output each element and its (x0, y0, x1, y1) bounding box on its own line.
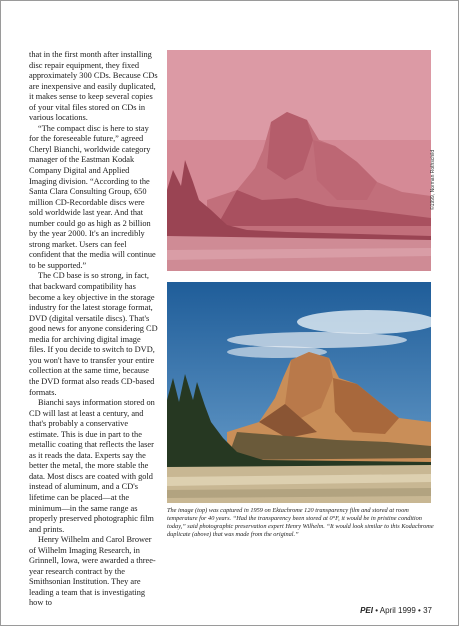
paragraph-3: The CD base is so strong, in fact, that backward compatibility has become a key objective in the storage industry for the latest storage format, DVD (digital versatile discs). That's good news for anyone considering CD media for archiving digital image files. If you decide to switch to DVD, you won't have to transfer your entire collection at the same time, because the DVD format also reads CD-based formats. (29, 271, 158, 397)
magazine-name: PEI (360, 606, 373, 615)
paragraph-4: Bianchi says information stored on CD will last at least a century, and that's probably a conservative estimate. This is due in part to the metallic coating that reflects the laser as it reads the data. Experts say the better the metal, the more stable the data. Most discs are coated with gold instead of aluminum, and a CD's lifetime can be placed—at the minimum—in the same range as properly preserved photographic film and prints. (29, 398, 155, 534)
issue-date: • April 1999 • (375, 606, 421, 615)
mesa-landscape-image (167, 282, 431, 503)
paragraph-2: “The compact disc is here to stay for the foreseeable future,” agreed Cheryl Bianchi, worldwide category manager of the Eastman Kodak Company Digital and Applied Imaging division. “According to the Santa Clara Consulting Group, 650 million CD-Recordable discs were sold worldwide last year. And that number could go as high as 2 billion by the year 2000. It's an incredibly strong market. Users can feel confident that the media will continue to be supported.” (29, 123, 156, 270)
kodachrome-duplicate-photo (167, 282, 431, 503)
faded-mesa-image (167, 50, 431, 271)
page-number: 37 (423, 606, 432, 615)
page-footer (360, 606, 432, 615)
article-column (29, 50, 159, 609)
photo-caption: The image (top) was captured in 1959 on Ektachrome 120 transparency film and stored at room temperature for 40 years. “Had the transparency been stored at 0°F, it would be in pristine condition today,” said photographic preservation expert Henry Wilhelm. “It would look similar to this Kodachrome duplicate (above) that was made from the original.” (167, 507, 434, 538)
paragraph-5: Henry Wilhelm and Carol Brower of Wilhelm Imaging Research, in Grinnell, Iowa, were awarded a three-year research contract by the Smithsonian Institution. They are leading a team that is investigating how to (29, 535, 156, 608)
paragraph-1: that in the first month after installing disc repair equipment, they fixed approximately 300 CDs. Because CDs are inexpensive and easily duplicated, it makes sense to keep several copies of your vital files stored on CDs in various locations. (29, 50, 158, 123)
photo-credit: ©1999, Norman Rothschild (430, 149, 436, 210)
faded-original-photo (167, 50, 431, 271)
